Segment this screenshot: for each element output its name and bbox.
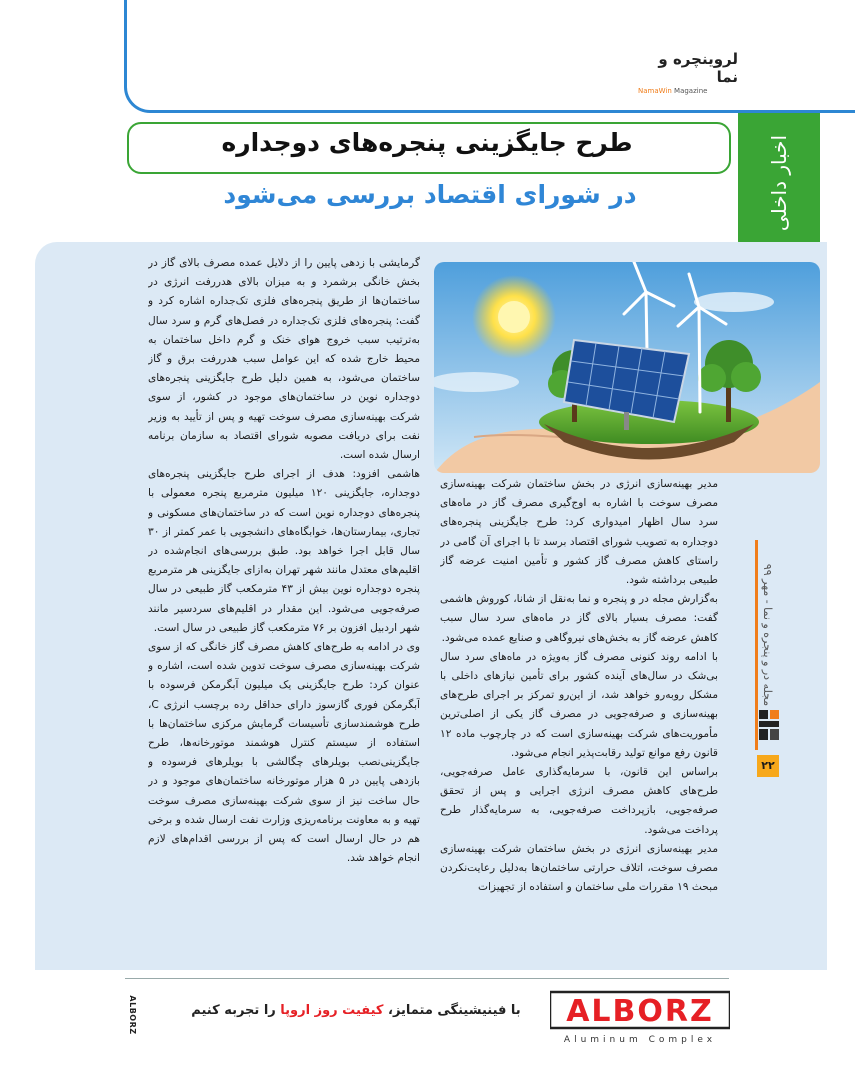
logo-title: لروینچره و نما [658,50,738,86]
section-tab [738,113,820,253]
magazine-emblem-icon [757,708,781,742]
page-number: ۲۲ [757,755,779,777]
article-column-right [440,475,718,965]
alborz-vertical-logo [124,985,140,1045]
paragraph: براساس این قانون، با سرمایه‌گذاری عامل صرفه‌جویی، طرح‌های کاهش مصرف انرژی اجرایی و پس از تحقق صرفه‌جویی، بازپرداخت صرفه‌جویی، به سرمایه‌گذار طرح پرداخت می‌شود. [440,766,718,836]
ad-highlight: کیفیت روز اروپا [280,1003,384,1018]
header-frame [124,0,855,113]
alborz-brand-sub: Aluminum Complex [563,1035,717,1045]
magazine-logo [638,50,738,95]
logo-sub-text: Magazine [674,87,708,95]
alborz-vertical-text: ALBORZ [128,995,137,1035]
article-column-left [148,254,420,966]
ad-suffix: را تجربه کنیم [191,1003,276,1018]
paragraph: گرمایشی با زدهی پایین را از دلایل عمده مصرف بالای گاز در بخش خانگی برشمرد و به میزان بالای هدررفت انرژی در ساختمان‌ها از طریق پنجره‌های فلزی تک‌جداره اشاره کرد و گفت: پنجره‌های فلزی تک‌جداره در فصل‌های گرم و سرد سال به‌ترتیب سبب خروج هوای خنک و گرم داخل ساختمان به محیط خارج شده که این عوامل سبب هدررفت برق و گاز ساختمان می‌شود، به همین دلیل طرح جایگزینی پنجره‌های دوجداره نوین در ساختمان‌های موجود در کشور، از سوی شرکت بهینه‌سازی مصرف سوخت تهیه و پس از تأیید به وزیر نفت برای دریافت مصوبه شورای اقتصاد به سازمان برنامه ارسال شده است. [148,257,420,462]
ad-prefix: با فینیشینگی متمایز، [388,1003,521,1018]
alborz-brand-text: ALBORZ [566,994,714,1029]
magazine-info-text: مجله در و پنجره و نما - مهر ۹۹ [761,563,774,707]
section-tab-label: اخبار داخلی [767,134,791,232]
paragraph: مدیر بهینه‌سازی انرژی در بخش ساختمان شرکت بهینه‌سازی مصرف سوخت، اتلاف حرارتی ساختمان‌ها به‌دلیل رعایت‌نکردن مبحث ۱۹ مقررات ملی ساختمان و استفاده از تجهیزات [440,842,718,894]
ad-slogan [180,1003,532,1018]
sidebar-magazine-info [755,540,781,730]
article-title: طرح جایگزینی پنجره‌های دوجداره [221,128,633,157]
paragraph: مدیر بهینه‌سازی انرژی در بخش ساختمان شرکت بهینه‌سازی مصرف سوخت با اشاره به اوج‌گیری مصرف گاز در ماه‌های سرد سال اظهار امیدواری کرد: طرح جایگزینی پنجره‌های دوجداره به تصویب شورای اقتصاد برسد تا با اجرای آن گامی در راستای کاهش مصرف گاز کشور و تأمین امنیت عرضه گاز طبیعی برداشته شود. [440,478,718,587]
logo-subtitle [638,86,738,96]
article-subtitle: در شورای اقتصاد بررسی می‌شود [223,180,637,209]
renewable-energy-illustration [434,262,820,473]
paragraph: هاشمی افزود: هدف از اجرای طرح جایگزینی پنجره‌های دوجداره، جایگزینی ۱۲۰ میلیون مترمربع پنجره معمولی با پنجره‌های دوجداره نوین است که در ساختمان‌های مسکونی و تجاری، بیمارستان‌ها، خوابگاه‌های دانشجویی با عمر کمتر از ۳۰ سال قابل اجرا خواهد بود. طبق بررسی‌های انجام‌شده در اقلیم‌های معتدل مانند شهر تهران به‌ازای جایگزینی هر مترمربع پنجره دوجداره نوین بیش از ۴۳ مترمکعب گاز طبیعی در سال صرفه‌جویی می‌شود. این مقدار در اقلیم‌های سردسیر مانند شهر اردبیل افزون بر ۷۶ مترمکعب گاز طبیعی در سال است. [148,468,420,634]
paragraph: با ادامه روند کنونی مصرف گاز به‌ویژه در ماه‌های سرد سال بی‌شک در سال‌های آینده کشور برای تأمین نیازهای داخلی با مشکل روبه‌رو خواهد شد، از این‌رو تمرکز بر اجرای طرح‌های بهینه‌سازی و صرفه‌جویی در مصرف گاز یکی از اصلی‌ترین مأموریت‌های شرکت بهینه‌سازی است که در چارچوب ماده ۱۲ قانون رفع موانع تولید رقابت‌پذیر انجام می‌شود. [440,650,718,759]
alborz-logo [550,990,730,1046]
paragraph: به‌گزارش مجله در و پنجره و نما به‌نقل از شانا، کوروش هاشمی گفت: مصرف بسیار بالای گاز در ماه‌های سرد سال سبب کاهش عرضه گاز به بخش‌های نیروگاهی و صنایع عمده می‌شود. [440,593,718,644]
paragraph: وی در ادامه به طرح‌های کاهش مصرف گاز خانگی که از سوی شرکت بهینه‌سازی مصرف سوخت تدوین شده است، اشاره و عنوان کرد: طرح جایگزینی یک میلیون آبگرمکن فرسوده با آبگرمکن فوری گازسوز دارای حداقل رده برچسب انرژی C، طرح هوشمندسازی تأسیسات گرمایش مرکزی ساختمان‌ها با استفاده از سیستم کنترل هوشمند موتورخانه‌ها، طرح جایگزینی‌نصب بویلرهای چگالشی با بویلرهای فرسوده و بازدهی پایین در ۵ هزار موتورخانه ساختمان‌های موجود و در حال ساخت نیز از سوی شرکت بهینه‌سازی مصرف سوخت تهیه و به معاونت برنامه‌ریزی وزارت نفت ارسال شده و برخی هم در حال ارسال است که پس از بررسی اقدام‌های لازم انجام خواهد شد. [148,641,420,865]
footer-divider [125,978,729,979]
article-photo [434,262,820,473]
logo-sub-brand: NamaWin [638,87,672,95]
